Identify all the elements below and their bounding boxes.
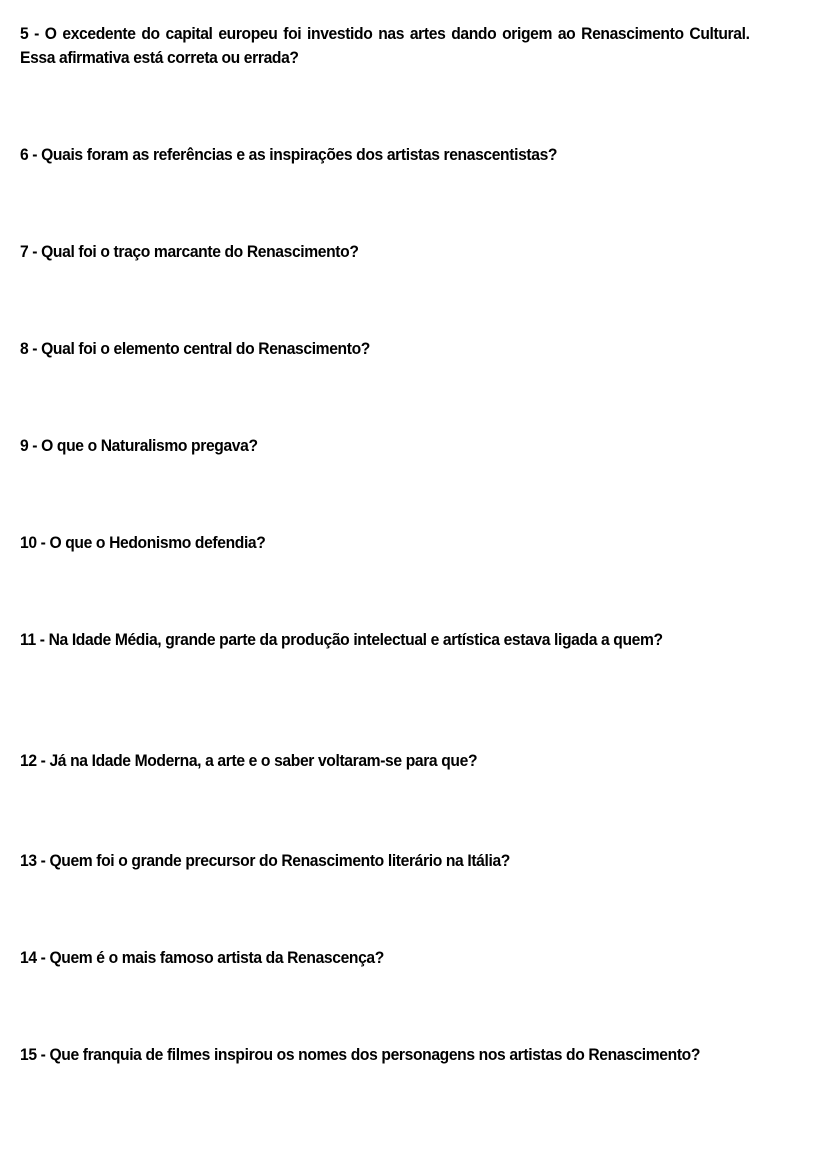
question-9: 9 - O que o Naturalismo pregava? [20,436,258,455]
question-12: 12 - Já na Idade Moderna, a arte e o saber voltaram-se para que? [20,751,478,770]
question-11: 11 - Na Idade Média, grande parte da produção intelectual e artística estava ligada a quem? [20,630,663,649]
question-13: 13 - Quem foi o grande precursor do Renascimento literário na Itália? [20,851,510,870]
question-7: 7 - Qual foi o traço marcante do Renascimento? [20,242,359,261]
question-5: 5 - O excedente do capital europeu foi investido nas artes dando origem ao Renascimento Cultural. Essa afirmativa está correta ou errada? [20,24,750,67]
question-10: 10 - O que o Hedonismo defendia? [20,533,266,552]
question-8: 8 - Qual foi o elemento central do Renascimento? [20,339,370,358]
question-15: 15 - Que franquia de filmes inspirou os nomes dos personagens nos artistas do Renascimento? [20,1045,701,1064]
question-6: 6 - Quais foram as referências e as inspirações dos artistas renascentistas? [20,145,558,164]
question-14: 14 - Quem é o mais famoso artista da Renascença? [20,948,384,967]
